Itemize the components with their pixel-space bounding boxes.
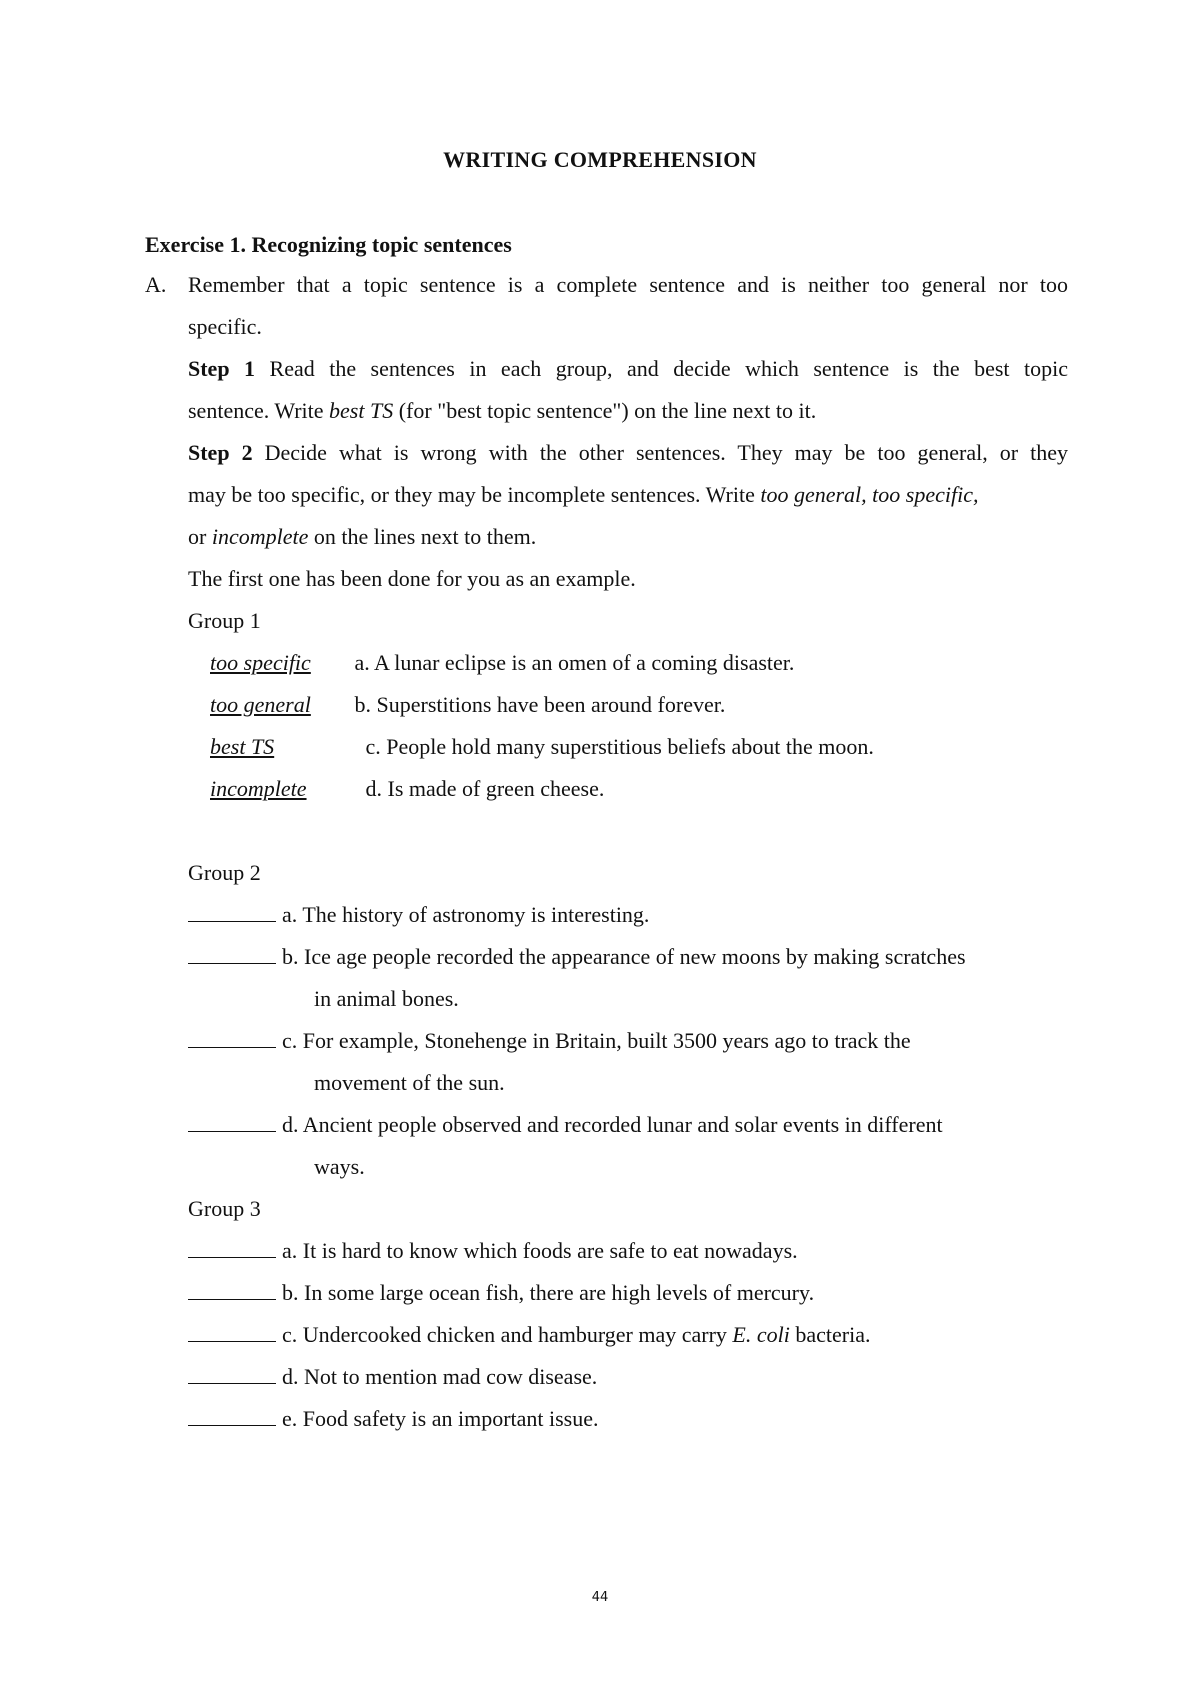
step2-text: Decide what is wrong with the other sentences. They may be too general, or they (252, 440, 1068, 465)
answer-blank[interactable]: best TS (210, 734, 275, 759)
step1-text: Read the sentences in each group, and decide which sentence is the best topic (255, 356, 1068, 381)
step1-label: Step 1 (188, 356, 256, 381)
step2-line-1 (188, 432, 1068, 474)
answer-blank[interactable] (188, 1325, 276, 1342)
step1-text-2b: (for "best topic sentence") on the line next to it. (393, 398, 817, 423)
list-item (188, 1272, 814, 1314)
list-item (188, 726, 874, 768)
step1-text-2a: sentence. Write (188, 398, 330, 423)
item-text: b. Ice age people recorded the appearance of new moons by making scratches (282, 944, 966, 969)
answer-blank[interactable] (188, 1283, 276, 1300)
step2-label: Step 2 (188, 440, 253, 465)
list-item (188, 642, 794, 684)
instructions (188, 264, 1068, 642)
answer-blank[interactable] (188, 1367, 276, 1384)
step2-italic-2: incomplete (211, 524, 309, 549)
list-item (188, 1314, 870, 1356)
step2-line-2 (188, 474, 1068, 516)
answer-blank[interactable] (188, 1409, 276, 1426)
item-text: c. People hold many superstitious beliefs about the moon. (365, 734, 874, 759)
step2-text-2a: may be too specific, or they may be incomplete sentences. Write (188, 482, 761, 507)
item-text: b. Superstitions have been around forever. (354, 692, 726, 717)
item-text: c. For example, Stonehenge in Britain, built 3500 years ago to track the (282, 1028, 911, 1053)
list-item (188, 936, 966, 1020)
answer-blank[interactable]: too general (210, 692, 311, 717)
list-item (188, 894, 649, 936)
answer-blank[interactable]: incomplete (210, 776, 307, 801)
answer-blank[interactable] (188, 947, 276, 964)
step1-line-1 (188, 348, 1068, 390)
item-text: a. A lunar eclipse is an omen of a coming disaster. (354, 650, 795, 675)
section-marker: A. (145, 272, 167, 297)
page-title: WRITING COMPREHENSION (443, 147, 757, 172)
answer-blank[interactable]: too specific (210, 650, 311, 675)
item-text-continued: ways. (314, 1154, 365, 1179)
page-number: 44 (591, 1590, 609, 1605)
list-item (188, 1356, 597, 1398)
intro-line-2: specific. (188, 314, 262, 339)
item-text-continued: in animal bones. (314, 986, 459, 1011)
answer-blank[interactable] (188, 1031, 276, 1048)
item-text: d. Is made of green cheese. (365, 776, 605, 801)
group2-label: Group 2 (188, 860, 261, 885)
list-item (188, 1398, 599, 1440)
item-text: b. In some large ocean fish, there are high levels of mercury. (282, 1280, 815, 1305)
step1-italic: best TS (329, 398, 394, 423)
item-text-italic: E. coli (732, 1322, 790, 1347)
item-text-end: bacteria. (789, 1322, 871, 1347)
answer-blank[interactable] (188, 1115, 276, 1132)
step1-line-2 (188, 390, 1068, 432)
list-item (188, 768, 604, 810)
answer-blank[interactable] (188, 1241, 276, 1258)
item-text: c. Undercooked chicken and hamburger may carry (282, 1322, 733, 1347)
list-item (188, 684, 725, 726)
list-item (188, 1020, 911, 1104)
step2-italic-1: too general, too specific, (760, 482, 979, 507)
step2-text-3b: on the lines next to them. (308, 524, 537, 549)
item-text-continued: movement of the sun. (314, 1070, 505, 1095)
item-text: a. The history of astronomy is interesting. (282, 902, 650, 927)
intro-line-1: Remember that a topic sentence is a complete sentence and is neither too general nor too (188, 272, 1068, 297)
example-note: The first one has been done for you as an example. (188, 566, 636, 591)
step2-line-3 (188, 516, 1068, 558)
item-text: d. Not to mention mad cow disease. (282, 1364, 598, 1389)
step2-text-3a: or (188, 524, 212, 549)
item-text: d. Ancient people observed and recorded lunar and solar events in different (282, 1112, 943, 1137)
item-text: e. Food safety is an important issue. (282, 1406, 599, 1431)
answer-blank[interactable] (188, 905, 276, 922)
list-item (188, 1230, 798, 1272)
group1-label: Group 1 (188, 608, 261, 633)
item-text: a. It is hard to know which foods are safe to eat nowadays. (282, 1238, 798, 1263)
exercise-title: Exercise 1. Recognizing topic sentences (145, 232, 512, 257)
list-item (188, 1104, 943, 1188)
group3-label: Group 3 (188, 1196, 261, 1221)
